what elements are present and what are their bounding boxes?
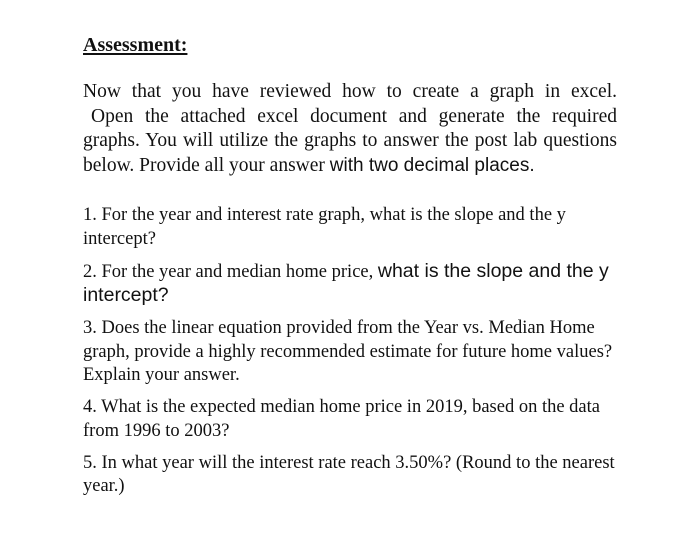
question-list xyxy=(83,204,617,507)
question-2 xyxy=(83,260,617,309)
assessment-heading: Assessment: xyxy=(83,34,188,56)
question-1 xyxy=(83,204,617,251)
question-3-text: 3. Does the linear equation provided from the Year vs. Median Home graph, provide a highly recommended estimate for future home values? Explain your answer. xyxy=(83,318,613,385)
question-4 xyxy=(83,396,617,443)
question-5 xyxy=(83,452,617,499)
intro-emphasis: with two decimal places. xyxy=(329,154,535,176)
question-2-text: 2. For the year and median home price, xyxy=(83,261,374,282)
question-4-text: 4. What is the expected median home price in 2019, based on the data from 1996 to 2003? xyxy=(83,397,600,441)
question-3 xyxy=(83,317,617,388)
intro-line-2: Open the attached excel document and generate the required graphs. You will utilize the graphs to answer the post lab questions below. Provide all your answer xyxy=(83,105,617,176)
question-1-text: 1. For the year and interest rate graph, what is the slope and the y intercept? xyxy=(83,205,566,249)
intro-paragraph xyxy=(83,80,617,178)
intro-line-1: Now that you have reviewed how to create a graph in excel. xyxy=(83,81,617,102)
question-5-text: 5. In what year will the interest rate reach 3.50%? (Round to the nearest year.) xyxy=(83,452,615,496)
question-2-emphasis: what is the slope and the y intercept? xyxy=(83,259,609,306)
